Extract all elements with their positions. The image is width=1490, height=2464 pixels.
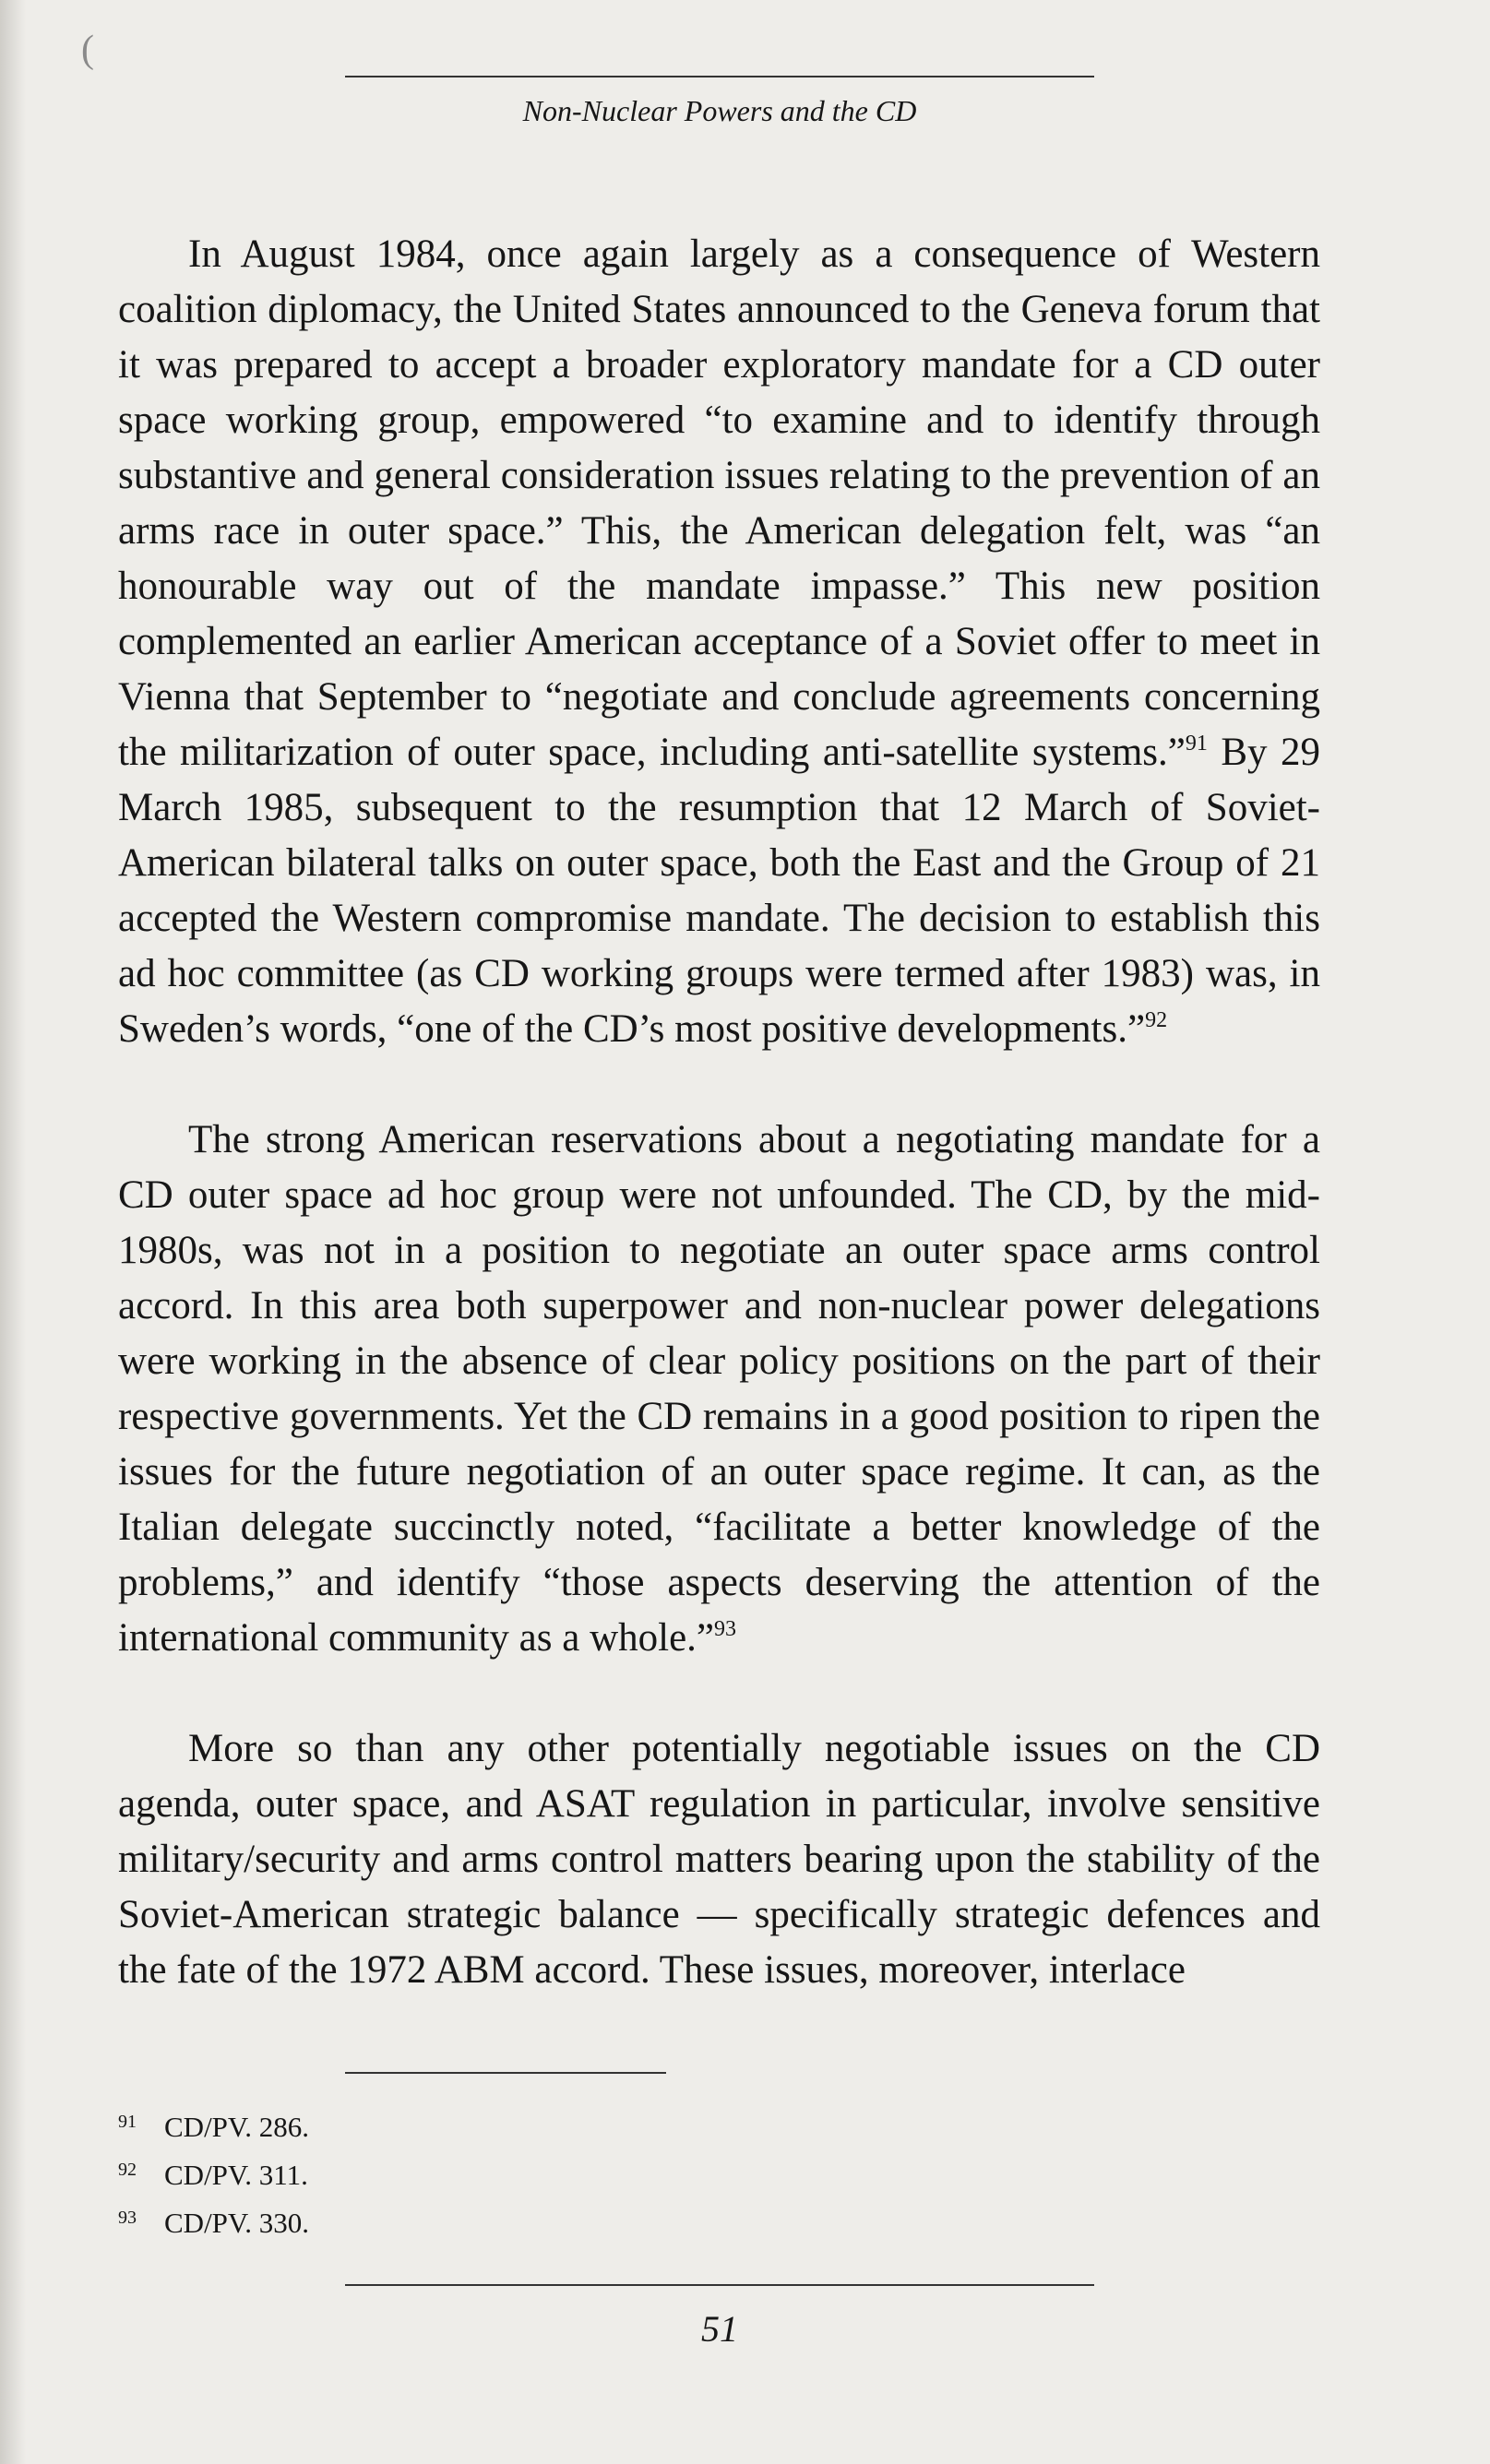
footnote	[118, 2105, 309, 2153]
paragraph	[118, 227, 1320, 1057]
paragraph-text: By 29 March 1985, subsequent to the resumption that 12 March of Soviet-American bilateral talks on outer space, both the East and the Group of 21 accepted the Western compromise mandate. The decision to establish this ad hoc committee (as CD working groups were termed after 1983) was, in Sweden’s words, “one of the CD’s most positive developments.”	[118, 731, 1321, 1051]
paragraph	[118, 1721, 1320, 1998]
footnote-ref: 92	[1145, 1008, 1168, 1032]
footnote-number: 92	[118, 2160, 137, 2180]
footnote-ref: 93	[714, 1617, 737, 1641]
footer-rule	[345, 2284, 1094, 2286]
footnote-rule	[345, 2072, 666, 2074]
paragraph-text: In August 1984, once again largely as a consequence of Western coalition diplomacy, the United States announced to the Geneva forum that it was prepared to accept a broader exploratory mandate for a CD outer space working group, empowered “to examine and to identify through substantive and general consideration issues relating to the prevention of an arms race in outer space.” This, the American delegation felt, was “an honourable way out of the mandate impasse.” This new position complemented an earlier American acceptance of a Soviet offer to meet in Vienna that September to “negotiate and conclude agreements concerning the militarization of outer space, including anti-satellite systems.”	[118, 232, 1320, 774]
paragraph-text: The strong American reservations about a negotiating mandate for a CD outer space ad hoc group were not unfounded. The CD, by the mid-1980s, was not in a position to negotiate an outer space arms control accord. In this area both superpower and non-nuclear power delegations were working in the absence of clear policy positions on the part of their respective governments. Yet the CD remains in a good position to ripen the issues for the future negotiation of an outer space regime. It can, as the Italian delegate succinctly noted, “facilitate a better knowledge of the problems,” and identify “those aspects deserving the attention of the international community as a whole.”	[118, 1118, 1320, 1660]
footnote	[118, 2153, 309, 2201]
page-number: 51	[701, 2308, 738, 2350]
footnotes	[118, 2105, 309, 2249]
corner-mark: (	[81, 29, 94, 71]
footnote	[118, 2201, 309, 2249]
running-head: Non-Nuclear Powers and the CD	[522, 94, 917, 127]
footnote-text: CD/PV. 311.	[164, 2159, 308, 2191]
page-gutter-shadow	[0, 0, 26, 2464]
footnote-text: CD/PV. 286.	[164, 2111, 310, 2143]
footnote-number: 91	[118, 2112, 137, 2132]
footnote-ref: 91	[1185, 732, 1208, 756]
footnote-text: CD/PV. 330.	[164, 2207, 310, 2239]
footnote-number: 93	[118, 2208, 137, 2228]
body-text	[118, 227, 1320, 1998]
paragraph-text: More so than any other potentially negotiable issues on the CD agenda, outer space, and ASAT regulation in particular, involve sensitive military/security and arms control matters bearing upon the stability of the Soviet-American strategic balance — specifically strategic defences and the fate of the 1972 ABM accord. These issues, moreover, interlace	[118, 1727, 1320, 1992]
header-rule	[345, 76, 1094, 77]
paragraph	[118, 1113, 1320, 1666]
